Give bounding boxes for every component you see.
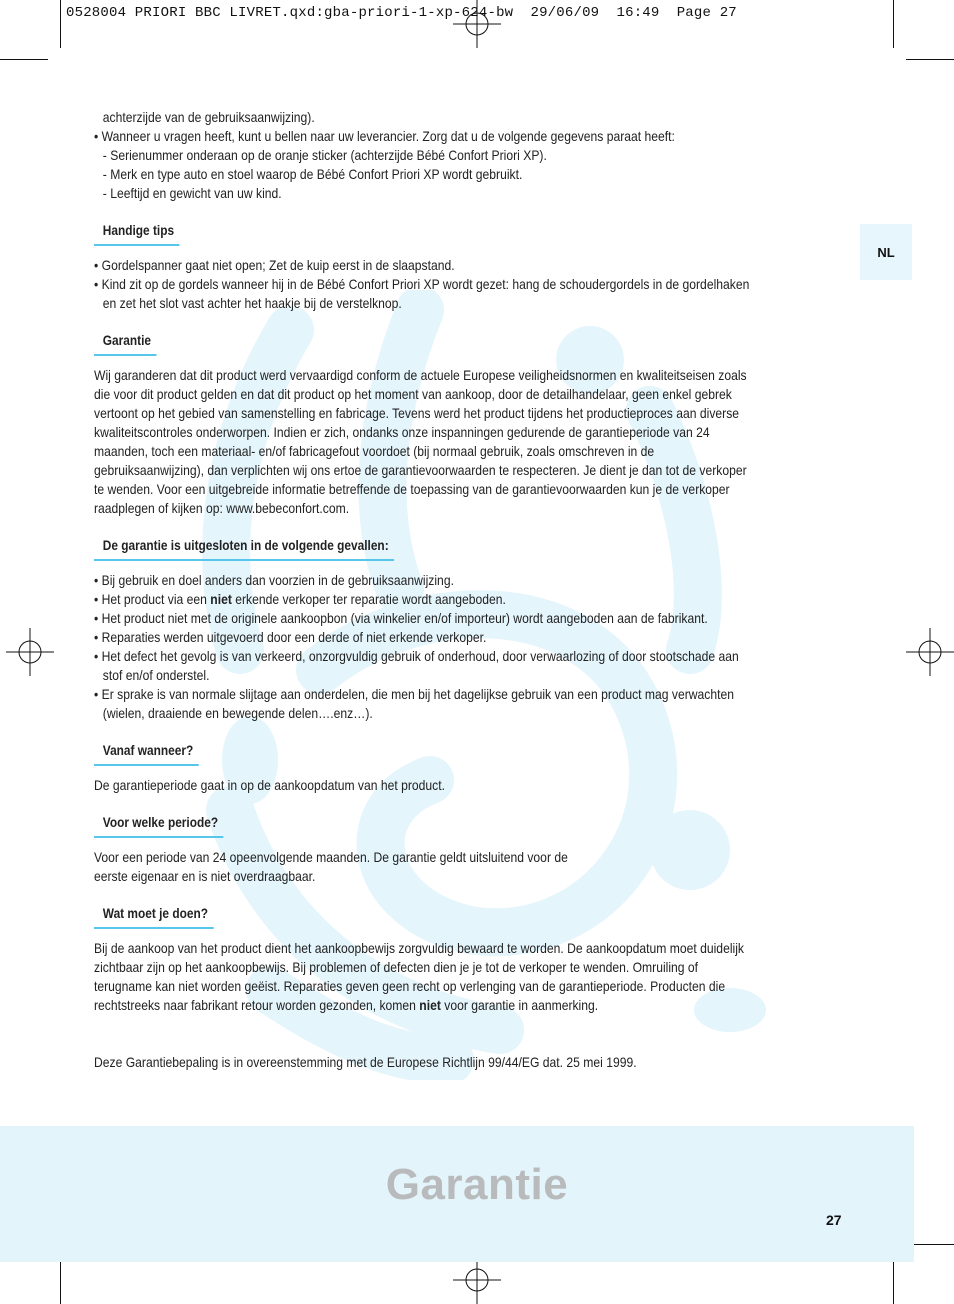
footer-title: Garantie <box>385 1160 569 1209</box>
section-heading-uitgesloten: De garantie is uitgesloten in de volgende gevallen: <box>94 536 394 561</box>
intro-sub-item: - Serienummer onderaan op de oranje sticker (achterzijde Bébé Confort Priori XP). <box>102 148 547 163</box>
page-number: 27 <box>826 1212 842 1228</box>
print-slug-line: 0528004 PRIORI BBC LIVRET.qxd:gba-priori-1-xp-624-bw 29/06/09 16:49 Page 27 <box>66 5 737 21</box>
garantie-paragraph: Wij garanderen dat dit product werd vervaardigd conform de actuele Europese veiligheidsnormen en kwaliteitseisen zoals die voor dit product gelden en dat dit product op het moment van aankoop, door de detailhandelaar, geen enkel gebrek vertoont op het gebied van samenstelling en fabricage. Tevens werd het product tijdens het productieproces aan diverse kwaliteitscontroles onderworpen. Indien er zich, ondanks onze inspanningen gedurende de garantieperiode van 24 maanden, toch een materiaal- en/of fabricagefout voordoet (bij normaal gebruik, zoals omschreven in de gebruiksaanwijzing), dan verplichten wij ons ertoe de garantievoorwaarden te respecteren. Je dient je dan tot de verkoper te wenden. Voor een uitgebreide informatie betreffende de toepassing van de garantievoorwaarden kun je de verkoper raadplegen of kijken op: www.bebeconfort.com. <box>94 368 747 516</box>
periode-line: eerste eigenaar en is niet overdraagbaar. <box>94 869 316 884</box>
exclusion-bullet: • Het product niet met de originele aankoopbon (via winkelier en/of importeur) wordt aangeboden aan de fabrikant. <box>94 611 708 626</box>
section-heading-garantie: Garantie <box>94 331 156 356</box>
doen-paragraph: Bij de aankoop van het product dient het aankoopbewijs zorgvuldig bewaard te worden. De aankoopdatum moet duidelijk zichtbaar zijn op het aankoopbewijs. Bij problemen of defecten dien je je tot de verkoper te wenden. Omruiling of terugname kan niet worden geëist. Reparaties geven geen recht op verlenging van de garantieperiode. Producten die rechtstreeks naar fabrikant retour worden gezonden, komen niet voor garantie in aanmerking. <box>94 941 744 1013</box>
registration-mark-right <box>906 628 954 676</box>
exclusion-bullet: • Het product via een niet erkende verkoper ter reparatie wordt aangeboden. <box>94 592 506 607</box>
section-heading-tips: Handige tips <box>94 221 179 246</box>
directive-note: Deze Garantiebepaling is in overeenstemming met de Europese Richtlijn 99/44/EG dat. 25 mei 1999. <box>94 1055 637 1070</box>
vanaf-paragraph: De garantieperiode gaat in op de aankoopdatum van het product. <box>94 778 446 793</box>
intro-bullet: • Wanneer u vragen heeft, kunt u bellen naar uw leverancier. Zorg dat u de volgende gegevens paraat heeft: <box>94 129 675 144</box>
intro-line: achterzijde van de gebruiksaanwijzing). <box>102 110 315 125</box>
intro-sub-item: - Merk en type auto en stoel waarop de Bébé Confort Priori XP wordt gebruikt. <box>102 167 523 182</box>
exclusion-bullet: • Het defect het gevolg is van verkeerd, onzorgvuldig gebruik of onderhoud, door verwaarlozing of door stootschade aan stof en/of onderstel. <box>94 649 739 683</box>
section-heading-doen: Wat moet je doen? <box>94 904 213 929</box>
intro-sub-item: - Leeftijd en gewicht van uw kind. <box>102 186 282 201</box>
exclusion-bullet: • Bij gebruik en doel anders dan voorzien in de gebruiksaanwijzing. <box>94 573 454 588</box>
section-heading-vanaf: Vanaf wanneer? <box>94 741 199 766</box>
tips-bullet: • Gordelspanner gaat niet open; Zet de kuip eerst in de slaapstand. <box>94 258 455 273</box>
exclusion-bullet: • Er sprake is van normale slijtage aan onderdelen, die men bij het dagelijkse gebruik van een product mag verwachten (wielen, draaiende en bewegende delen….enz…). <box>94 687 735 721</box>
language-tab: NL <box>860 224 912 280</box>
registration-mark-left <box>6 628 54 676</box>
section-heading-periode: Voor welke periode? <box>94 813 223 838</box>
periode-line: Voor een periode van 24 opeenvolgende maanden. De garantie geldt uitsluitend voor de <box>94 850 568 865</box>
registration-mark-bottom <box>453 1256 501 1304</box>
document-body <box>94 108 756 1072</box>
registration-mark-top <box>453 0 501 48</box>
exclusion-bullet: • Reparaties werden uitgevoerd door een derde of niet erkende verkoper. <box>94 630 487 645</box>
tips-bullet: • Kind zit op de gordels wanneer hij in de Bébé Confort Priori XP wordt gezet: hang de schoudergordels in de gordelhaken en zet het slot vast achter het haakje bij de verstelknop. <box>94 277 750 311</box>
